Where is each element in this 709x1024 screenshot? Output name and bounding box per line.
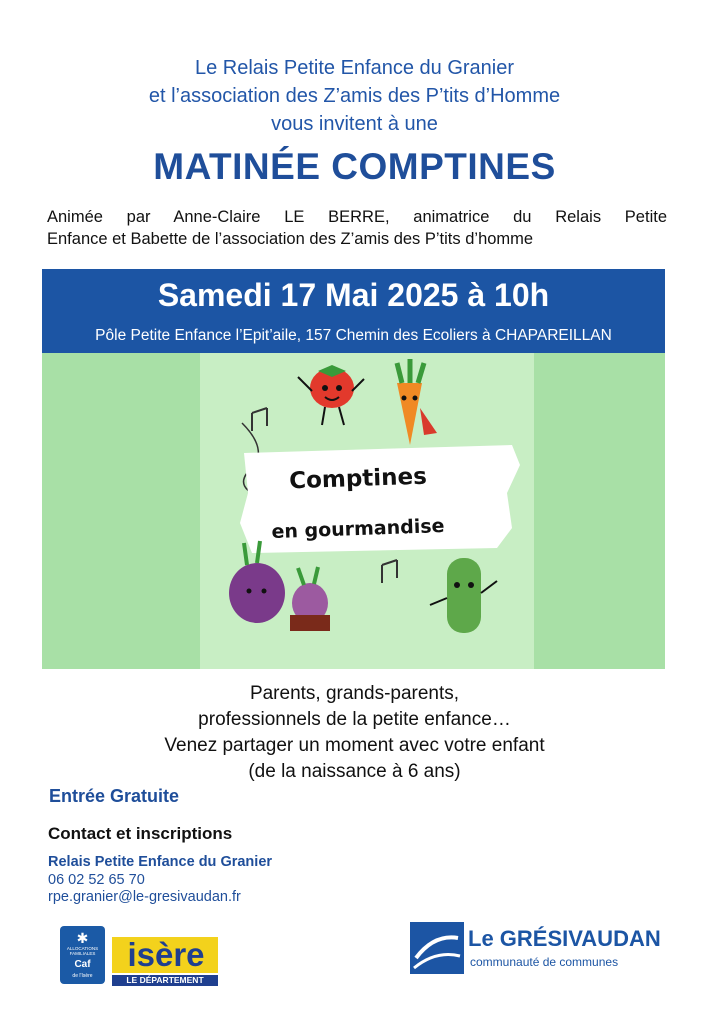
page-title: MATINÉE COMPTINES (153, 146, 556, 187)
audience-line-1: Parents, grands-parents, (249, 683, 460, 704)
shallot-character-icon (290, 567, 330, 631)
free-entry-label: Entrée Gratuite (49, 786, 180, 806)
illustration-subtitle: en gourmandise (271, 514, 445, 544)
audience-line-2: professionnels de la petite enfance… (198, 709, 511, 730)
carrot-character-icon (397, 359, 437, 445)
contact-phone[interactable]: 06 02 52 65 70 (48, 872, 145, 888)
illustration-art (42, 353, 665, 669)
music-note-icon (252, 408, 267, 431)
music-note-2-icon (382, 560, 397, 583)
gresivaudan-emblem-icon (406, 916, 466, 978)
gresivaudan-logo: Le GRÉSIVAUDAN communauté de communes (406, 916, 648, 978)
event-date: Samedi 17 Mai 2025 à 10h (157, 277, 550, 313)
illustration-title: Comptines (288, 463, 428, 495)
audience-line-3: Venez partager un moment avec votre enfant (164, 735, 545, 756)
host-line-1: Animée par Anne-Claire LE BERRE, animatrice du Relais Petite (47, 208, 667, 226)
caf-star-icon: ✱ (76, 930, 89, 946)
intro-line-2: et l’association des Z’amis des P’tits d’Homme (148, 85, 561, 107)
illustration-panel (42, 353, 665, 669)
intro-line-1: Le Relais Petite Enfance du Granier (194, 57, 515, 79)
event-banner (42, 269, 665, 353)
contact-organization: Relais Petite Enfance du Granier (48, 854, 273, 870)
cucumber-character-icon (430, 558, 497, 633)
intro-line-3: vous invitent à une (271, 113, 438, 135)
isere-logo: isère LE DÉPARTEMENT (112, 937, 218, 987)
event-location: Pôle Petite Enfance l’Epit’aile, 157 Chemin des Ecoliers à CHAPAREILLAN (95, 327, 612, 344)
tomato-character-icon (298, 365, 364, 425)
contact-heading: Contact et inscriptions (48, 824, 233, 843)
audience-line-4: (de la naissance à 6 ans) (248, 761, 461, 782)
contact-email[interactable]: rpe.granier@le-gresivaudan.fr (48, 889, 241, 905)
onion-character-icon (229, 541, 285, 623)
host-line-2: Enfance et Babette de l’association des Z’amis des P’tits d’homme (47, 230, 534, 248)
caf-logo: ✱ ALLOCATIONS FAMILIALES Caf de l'Isère (60, 926, 105, 984)
